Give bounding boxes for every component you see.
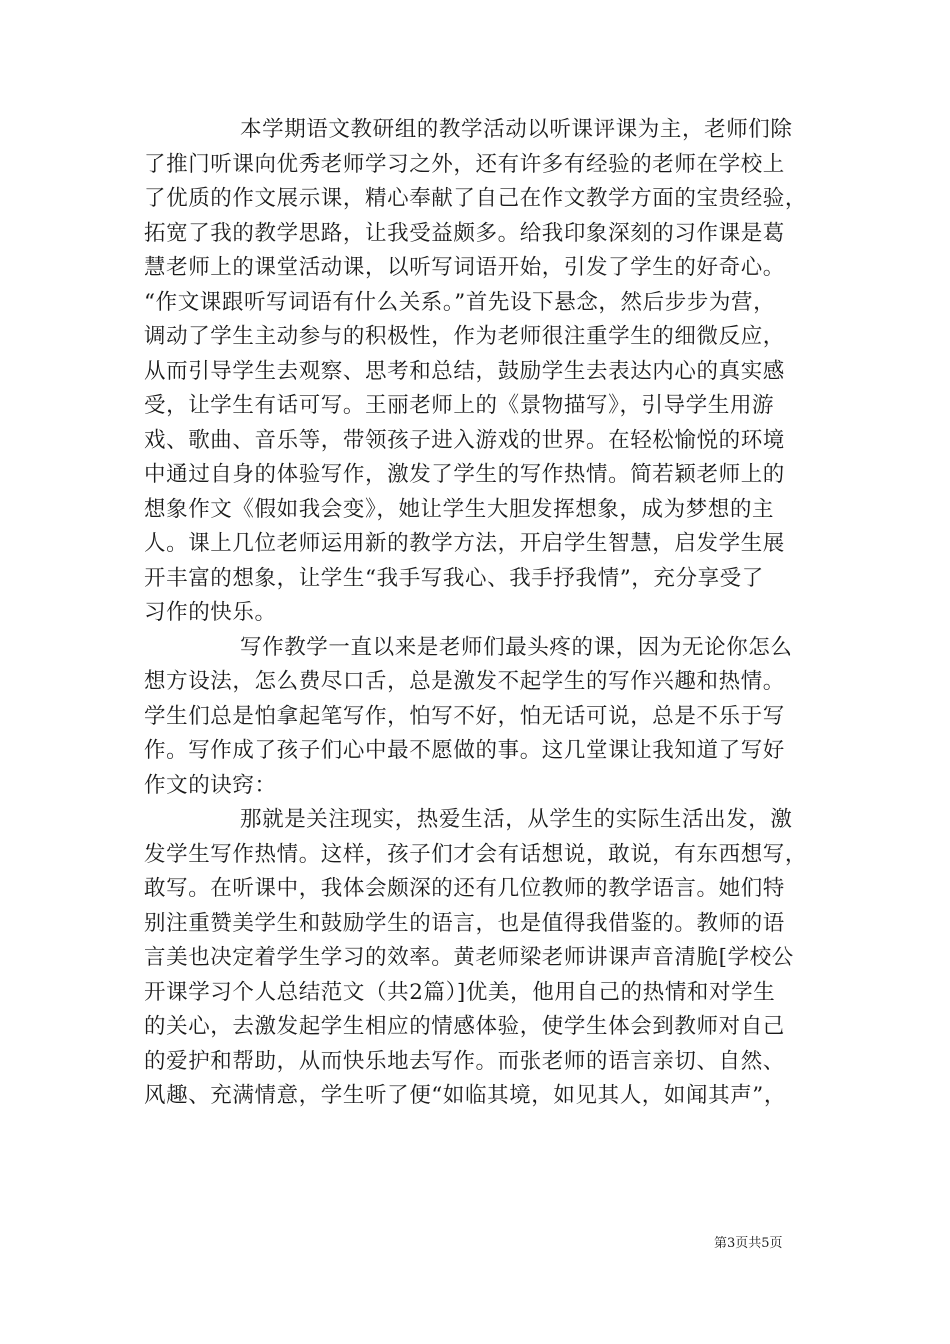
text-line: 想方设法，怎么费尽口舌，总是激发不起学生的写作兴趣和热情。 <box>144 669 785 694</box>
body-text <box>144 113 824 1114</box>
text-line: 的关心，去激发起学生相应的情感体验，使学生体会到教师对自己 <box>144 1014 785 1039</box>
text-line: 别注重赞美学生和鼓励学生的语言，也是值得我借鉴的。教师的语 <box>144 910 785 936</box>
text-line: 调动了学生主动参与的积极性，作为老师很注重学生的细微反应， <box>144 324 785 349</box>
text-line: 拓宽了我的教学思路，让我受益颇多。给我印象深刻的习作课是葛 <box>144 220 785 246</box>
text-line: 的爱护和帮助，从而快乐地去写作。而张老师的语言亲切、自然、 <box>144 1048 785 1074</box>
text-line: 人。课上几位老师运用新的教学方法，开启学生智慧，启发学生展 <box>144 531 785 556</box>
text-line: 本学期语文教研组的教学活动以听课评课为主，老师们除 <box>240 117 793 142</box>
text-line: 受，让学生有话可写。王丽老师上的《景物描写》，引导学生用游 <box>144 393 775 418</box>
text-line: 作。写作成了孩子们心中最不愿做的事。这几堂课让我知道了写好 <box>144 738 785 763</box>
page-number-footer: 第3页共5页 <box>714 1236 783 1251</box>
text-line: 作文的诀窍： <box>144 772 277 798</box>
text-line: “作文课跟听写词语有什么关系。”首先设下悬念，然后步步为营， <box>144 289 776 315</box>
text-line: 学生们总是怕拿起笔写作，怕写不好，怕无话可说，总是不乐于写 <box>144 703 785 729</box>
text-line: 慧老师上的课堂活动课，以听写词语开始，引发了学生的好奇心。 <box>144 255 785 280</box>
text-line: 想象作文《假如我会变》，她让学生大胆发挥想象，成为梦想的主 <box>144 496 775 522</box>
text-line: 了推门听课向优秀老师学习之外，还有许多有经验的老师在学校上 <box>144 151 785 177</box>
text-line: 中通过自身的体验写作，激发了学生的写作热情。简若颖老师上的 <box>144 462 785 487</box>
text-line: 戏、歌曲、音乐等，带领孩子进入游戏的世界。在轻松愉悦的环境 <box>144 427 785 453</box>
text-line: 开课学习个人总结范文（共2篇）]优美，他用自己的热情和对学生 <box>144 979 776 1005</box>
text-line: 写作教学一直以来是老师们最头疼的课，因为无论你怎么 <box>240 634 793 660</box>
text-line: 开丰富的想象，让学生“我手写我心、我手抒我情”，充分享受了 <box>144 565 764 591</box>
text-line: 了优质的作文展示课，精心奉献了自己在作文教学方面的宝贵经验， <box>144 186 808 211</box>
text-line: 从而引导学生去观察、思考和总结，鼓励学生去表达内心的真实感 <box>144 358 785 384</box>
text-line: 言美也决定着学生学习的效率。黄老师梁老师讲课声音清脆[学校公 <box>144 945 794 970</box>
text-line: 那就是关注现实，热爱生活，从学生的实际生活出发，激 <box>240 807 793 832</box>
text-line: 敢写。在听课中，我体会颇深的还有几位教师的教学语言。她们特 <box>144 876 785 901</box>
text-line: 发学生写作热情。这样，孩子们才会有话想说，敢说，有东西想写， <box>144 841 808 867</box>
text-line: 习作的快乐。 <box>144 600 277 625</box>
text-line: 风趣、充满情意，学生听了便“如临其境，如见其人，如闻其声”， <box>144 1083 786 1108</box>
